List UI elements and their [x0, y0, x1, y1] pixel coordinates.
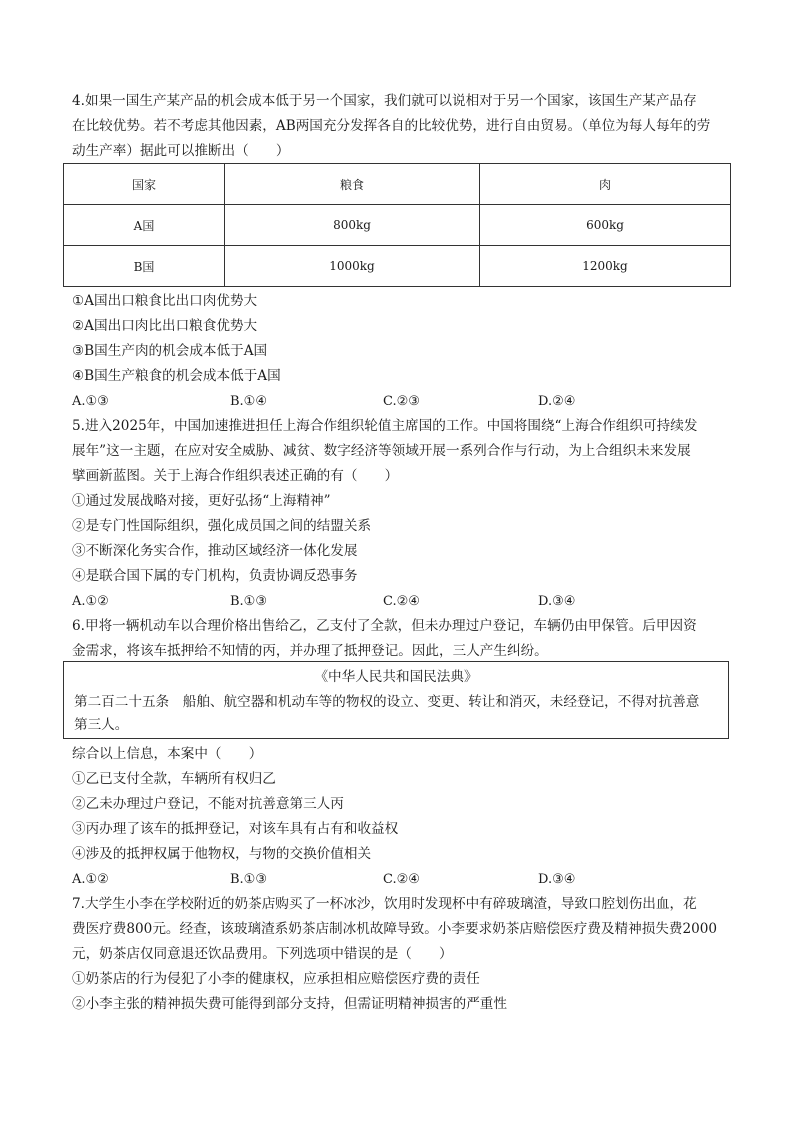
q5-option-c[interactable]: C.②④: [383, 594, 420, 609]
q7-stem-line-3: 元，奶茶店仅同意退还饮品费用。下列选项中错误的是（ ）: [72, 946, 453, 962]
q4-data-table: [63, 163, 731, 287]
q4-statement-1: ①A国出口粮食比出口肉优势大: [72, 293, 258, 309]
q4-stem-line-2: 在比较优势。若不考虑其他因素，AB两国充分发挥各自的比较优势，进行自由贸易。（单位为每人每年的劳: [72, 118, 711, 134]
q4-option-b[interactable]: B.①④: [230, 394, 267, 409]
table-cell: 800kg: [225, 205, 480, 246]
q6-stem-line-2: 金需求，将该车抵押给不知情的丙，并办理了抵押登记。因此，三人产生纠纷。: [72, 643, 548, 659]
q4-stem-line-1: 4.如果一国生产某产品的机会成本低于另一个国家，我们就可以说相对于另一个国家，该国生产某产品存: [72, 93, 697, 109]
q5-option-a[interactable]: A.①②: [72, 594, 109, 609]
table-header-grain: 粮食: [225, 164, 480, 205]
table-cell: 1200kg: [480, 246, 731, 287]
q4-option-c[interactable]: C.②③: [383, 394, 420, 409]
q5-option-b[interactable]: B.①③: [230, 594, 267, 609]
table-header-meat: 肉: [480, 164, 731, 205]
q6-option-c[interactable]: C.②④: [383, 872, 420, 887]
q4-stem-line-3: 动生产率）据此可以推断出（ ）: [72, 143, 290, 159]
q6-statement-3: ③丙办理了该车的抵押登记，对该车具有占有和收益权: [72, 821, 399, 837]
civil-code-line-2: 第三人。: [74, 717, 129, 733]
civil-code-excerpt-box: [63, 661, 729, 739]
q4-statement-4: ④B国生产粮食的机会成本低于A国: [72, 368, 281, 384]
q5-statement-1: ①通过发展战略对接，更好弘扬“上海精神”: [72, 493, 331, 509]
table-cell: A国: [64, 205, 225, 246]
q6-option-b[interactable]: B.①③: [230, 872, 267, 887]
q6-statement-2: ②乙未办理过户登记，不能对抗善意第三人丙: [72, 796, 344, 812]
q4-statement-2: ②A国出口肉比出口粮食优势大: [72, 318, 258, 334]
civil-code-line-1: 第二百二十五条 船舶、航空器和机动车等的物权的设立、变更、转让和消灭，未经登记，不得对抗善意: [74, 694, 700, 710]
q5-statement-2: ②是专门性国际组织，强化成员国之间的结盟关系: [72, 518, 372, 534]
q6-statement-1: ①乙已支付全款，车辆所有权归乙: [72, 771, 276, 787]
q7-stem-line-1: 7.大学生小李在学校附近的奶茶店购买了一杯冰沙，饮用时发现杯中有碎玻璃渣，导致口腔划伤出血，花: [72, 896, 697, 912]
q6-option-a[interactable]: A.①②: [72, 872, 109, 887]
q5-stem-line-3: 擘画新蓝图。关于上海合作组织表述正确的有（ ）: [72, 468, 399, 484]
table-cell: 600kg: [480, 205, 731, 246]
civil-code-title: 《中华人民共和国民法典》: [314, 669, 478, 685]
q7-statement-2: ②小李主张的精神损失费可能得到部分支持，但需证明精神损害的严重性: [72, 996, 507, 1012]
q7-statement-1: ①奶茶店的行为侵犯了小李的健康权，应承担相应赔偿医疗费的责任: [72, 971, 480, 987]
q4-option-a[interactable]: A.①③: [72, 394, 109, 409]
q6-statement-4: ④涉及的抵押权属于他物权，与物的交换价值相关: [72, 846, 372, 862]
q5-statement-4: ④是联合国下属的专门机构，负责协调反恐事务: [72, 568, 358, 584]
q5-stem-line-1: 5.进入2025年，中国加速推进担任上海合作组织轮值主席国的工作。中国将围绕“上海合作组织可持续发: [72, 418, 698, 434]
q7-stem-line-2: 费医疗费800元。经查，该玻璃渣系奶茶店制冰机故障导致。小李要求奶茶店赔偿医疗费及精神损失费2000: [72, 921, 718, 937]
q6-option-d[interactable]: D.③④: [538, 872, 576, 887]
q6-stem-question: 综合以上信息，本案中（ ）: [72, 746, 263, 762]
table-row: [64, 246, 731, 287]
table-header-country: 国家: [64, 164, 225, 205]
q5-option-d[interactable]: D.③④: [538, 594, 576, 609]
q4-statement-3: ③B国生产肉的机会成本低于A国: [72, 343, 268, 359]
q5-statement-3: ③不断深化务实合作，推动区域经济一体化发展: [72, 543, 358, 559]
table-header-row: [64, 164, 731, 205]
table-row: [64, 205, 731, 246]
table-cell: B国: [64, 246, 225, 287]
q4-option-d[interactable]: D.②④: [538, 394, 576, 409]
q6-stem-line-1: 6.甲将一辆机动车以合理价格出售给乙，乙支付了全款，但未办理过户登记，车辆仍由甲保管。后甲因资: [72, 618, 697, 634]
q5-stem-line-2: 展年”这一主题，在应对安全威胁、减贫、数字经济等领域开展一系列合作与行动，为上合组织未来发展: [72, 443, 691, 459]
table-cell: 1000kg: [225, 246, 480, 287]
